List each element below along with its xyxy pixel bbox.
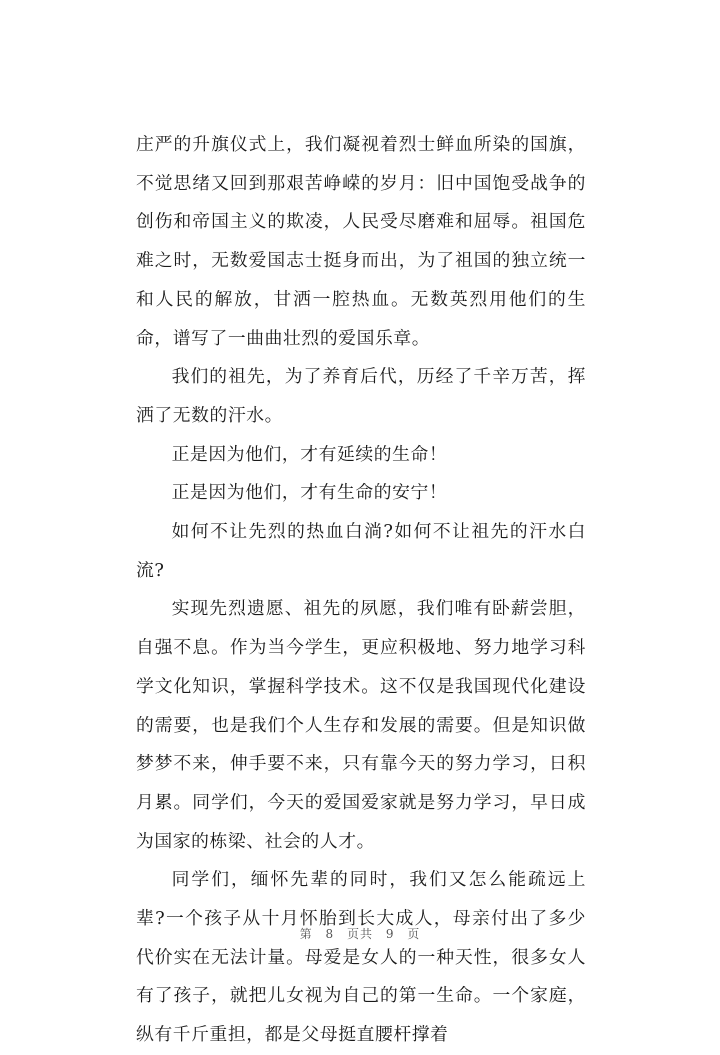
- paragraph: 实现先烈遗愿、祖先的夙愿，我们唯有卧薪尝胆，自强不息。作为当今学生，更应积极地、努力地学习科学文化知识，掌握科学技术。这不仅是我国现代化建设的需要，也是我们个人生存和发展的需要。但是知识做梦梦不来，伸手要不来，只有靠今天的努力学习，日积月累。同学们，今天的爱国爱家就是努力学习，早日成为国家的栋梁、社会的人才。: [136, 598, 586, 852]
- current-page-number: 8: [325, 927, 335, 941]
- paragraph: 正是因为他们，才有延续的生命！: [171, 443, 448, 465]
- paragraph: 如何不让先烈的热血白淌?如何不让祖先的汗水白流?: [136, 521, 586, 581]
- page-label-suffix: 页: [407, 927, 421, 941]
- paragraph: 正是因为他们，才有生命的安宁！: [171, 482, 448, 504]
- body-text: [136, 126, 586, 1055]
- paragraph: 庄严的升旗仪式上，我们凝视着烈士鲜血所染的国旗，不觉思绪又回到那艰苦峥嵘的岁月：旧中国饱受战争的创伤和帝国主义的欺凌，人民受尽磨难和屈辱。祖国危难之时，无数爱国志士挺身而出，为了祖国的独立统一和人民的解放，甘洒一腔热血。无数英烈用他们的生命，谱写了一曲曲壮烈的爱国乐章。: [136, 134, 586, 349]
- page-label-prefix: 第: [299, 927, 313, 941]
- paragraph: 我们的祖先，为了养育后代，历经了千辛万苦，挥洒了无数的汗水。: [136, 366, 586, 426]
- page-footer: [0, 925, 720, 942]
- total-pages-number: 9: [385, 927, 395, 941]
- paragraph: 同学们，缅怀先辈的同时，我们又怎么能疏远上辈?一个孩子从十月怀胎到长大成人，母亲付出了多少代价实在无法计量。母爱是女人的一种天性，很多女人有了孩子，就把儿女视为自己的第一生命。一个家庭，纵有千斤重担，都是父母挺直腰杆撑着: [136, 869, 586, 1046]
- page-label-middle: 页共: [346, 927, 373, 941]
